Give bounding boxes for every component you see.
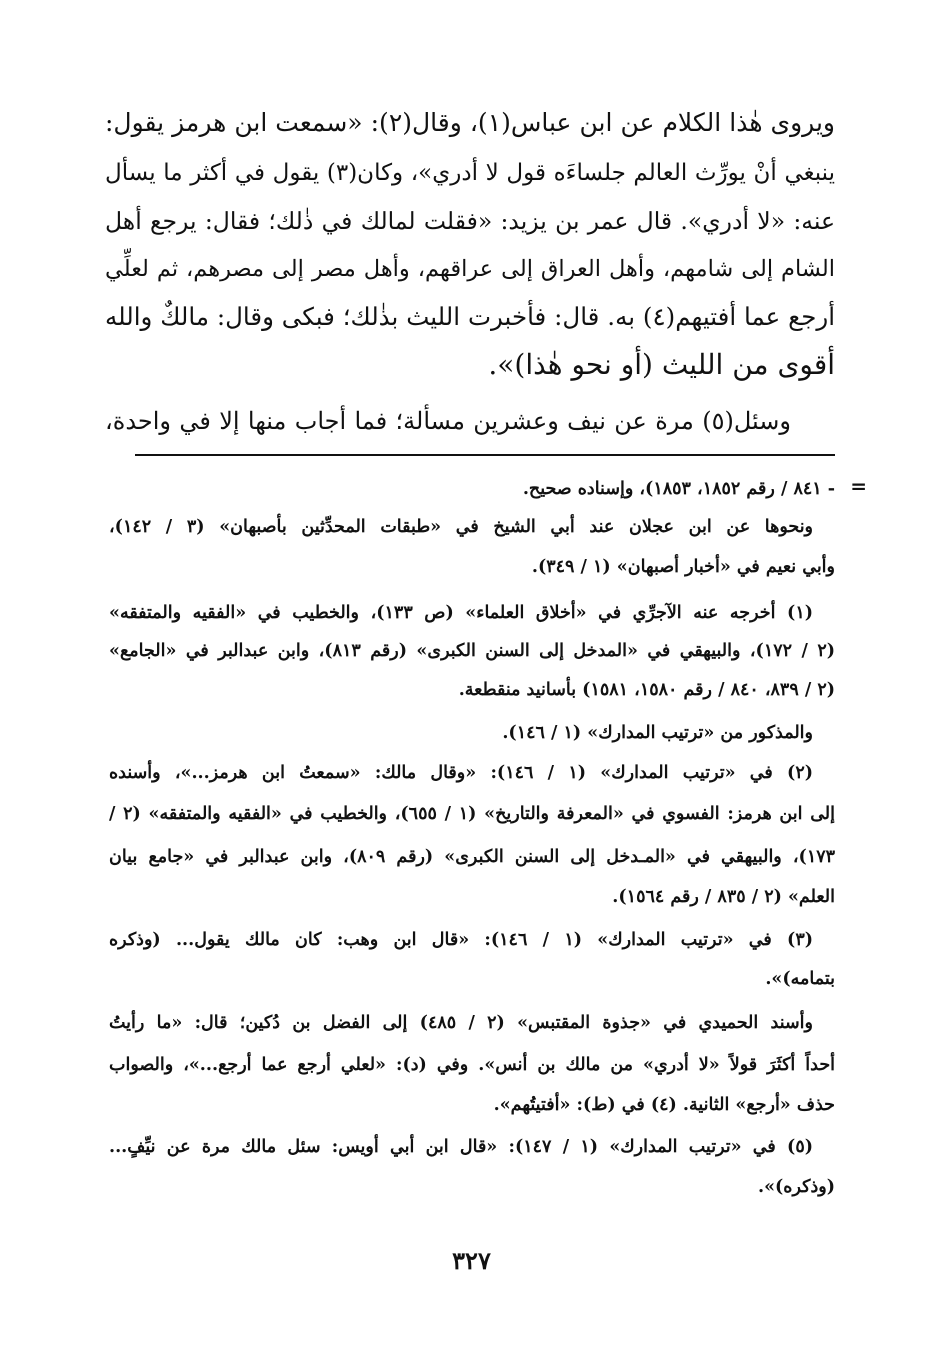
footnote-line: بتمامه)». [765, 969, 835, 989]
footnote-line: حذف «أرجع» الثانية. (٤) في (ط): «أفتيتُهم». [493, 1095, 835, 1115]
main-text-line: ويروى هٰذا الكلام عن ابن عباس(١)، وقال(٢): «سمعت ابن هرمز يقول: [105, 108, 836, 137]
footnote-line: وأبي نعيم في «أخبار أصبهان» (١ / ٣٤٩). [531, 557, 835, 577]
main-text-line: وسئل(٥) مرة عن نيف وعشرين مسألة؛ فما أجاب منها إلا في واحدة، [105, 407, 791, 435]
footnote-line: (٢ / ٨٣٩، ٨٤٠ / رقم ١٥٨٠، ١٥٨١) بأسانيد منقطعة. [458, 680, 835, 700]
footnote-line: (١) أخرجه عنه الآجرِّي في «أخلاق العلماء» (ص ١٣٣)، والخطيب في «الفقيه والمتفقه» [109, 603, 813, 623]
footnote-line: العلم» (٢ / ٨٣٥ / رقم ١٥٦٤). [612, 887, 835, 907]
footnote-line: وأسند الحميدي في «جذوة المقتبس» (٢ / ٤٨٥) إلى الفضل بن دُكين؛ قال: «ما رأيتُ [109, 1013, 813, 1033]
footnote-line: ١٧٣)، والبيهقي في «المـدخل إلى السنن الكبرى» (رقم ٨٠٩)، وابن عبدالبر في «جامع بيان [109, 847, 836, 867]
footnote-line: والمذكور من «ترتيب المدارك» (١ / ١٤٦). [502, 723, 813, 743]
footnote-line: - ٨٤١ / رقم ١٨٥٢، ١٨٥٣)، وإسناده صحيح. [522, 479, 835, 499]
main-text-line: أقوى من الليث (أو نحو هٰذا)». [488, 348, 835, 381]
footnote-line: (وذكره)». [758, 1177, 835, 1197]
footnote-line: (٣) في «ترتيب المدارك» (١ / ١٤٦): «قال ابن وهب: كان مالك يقول... (وذكره [109, 930, 813, 950]
main-text-line: أرجع عما أفتيهم(٤) به. قال: فأخبرت الليث بذٰلك؛ فبكى وقال: مالكٌ والله [105, 302, 835, 331]
page-number: ٣٢٧ [452, 1246, 491, 1275]
footnote-separator [135, 454, 835, 456]
footnote-line: ونحوها عن ابن عجلان عند أبي الشيخ في «طبقات المحدِّثين بأصبهان» (٣ / ١٤٢)، [109, 517, 814, 537]
main-text-line: ينبغي أنْ يورِّث العالم جلساءَه قول لا أدري»، وكان(٣) يقول في أكثر ما يسأل [105, 160, 835, 186]
footnote-line: (٢ / ١٧٢)، والبيهقي في «المدخل إلى السنن الكبرى» (رقم ٨١٣)، وابن عبدالبر في «الجامع» [109, 641, 836, 661]
footnote-line: (٥) في «ترتيب المدارك» (١ / ١٤٧): «قال ابن أبي أويس: سئل مالك مرة عن نيِّفٍ... [109, 1137, 813, 1157]
main-text-line: عنه: «لا أدري». قال عمر بن يزيد: «فقلت لمالك في ذٰلك؛ فقال: يرجع أهل [105, 207, 835, 235]
footnote-line: (٢) في «ترتيب المدارك» (١ / ١٤٦): «وقال مالك: «سمعتُ ابن هرمز...»، وأسنده [109, 763, 813, 783]
continuation-mark: = [850, 474, 867, 498]
footnote-line: إلى ابن هرمز: الفسوي في «المعرفة والتاريخ» (١ / ٦٥٥)، والخطيب في «الفقيه والمتفقه» (٢ / [109, 804, 835, 824]
footnote-line: أحداً أكثَرَ قولاً «لا أدري» من مالك بن أنس». وفي (د): «لعلي أرجع عما أرجع...»، والصواب [109, 1055, 836, 1075]
main-text-line: الشام إلى شامهم، وأهل العراق إلى عراقهم، وأهل مصر إلى مصرهم، ثم لعلِّي [105, 256, 835, 282]
